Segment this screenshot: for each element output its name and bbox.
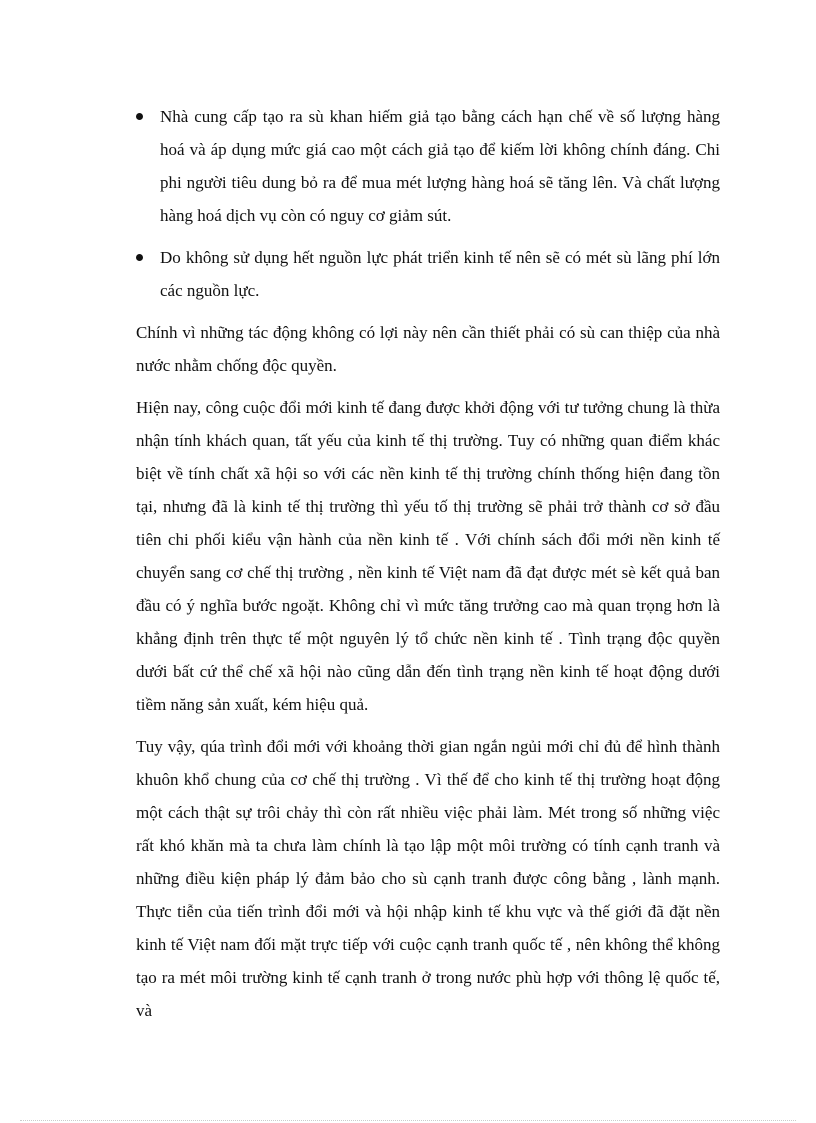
bullet-text: Do không sử dụng hết nguồn lực phát triển kinh tế nên sẽ có mét sù lãng phí lớn các nguồn lực. [160,248,720,300]
bullet-dot-icon [136,254,143,261]
bullet-list [136,100,720,307]
paragraph: Hiện nay, công cuộc đổi mới kinh tế đang được khởi động với tư tưởng chung là thừa nhận tính khách quan, tất yếu của kinh tế thị trường. Tuy có những quan điểm khác biệt về tính chất xã hội so với các nền kinh tế thị trường chính thống hiện đang tồn tại, nhưng đã là kinh tế thị trường thì yếu tố thị trường sẽ phải trở thành cơ sở đầu tiên chi phối kiểu vận hành của nền kinh tế . Với chính sách đổi mới nền kinh tế chuyển sang cơ chế thị trường , nền kinh tế Việt nam đã đạt được mét sè kết quả ban đầu có ý nghĩa bước ngoặt. Không chỉ vì mức tăng trưởng cao mà quan trọng hơn là khẳng định trên thực tế một nguyên lý tổ chức nền kinh tế . Tình trạng độc quyền dưới bất cứ thể chế xã hội nào cũng dẫn đến tình trạng nền kinh tế hoạt động dưới tiềm năng sản xuất, kém hiệu quả. [136,398,720,714]
document-page [136,100,720,1036]
bullet-item [136,241,720,307]
bullet-item [136,100,720,232]
bullet-dot-icon [136,113,143,120]
paragraph: Chính vì những tác động không có lợi này nên cần thiết phải có sù can thiệp của nhà nước nhằm chống độc quyền. [136,323,720,375]
page-bottom-rule [20,1120,796,1121]
bullet-text: Nhà cung cấp tạo ra sù khan hiếm giả tạo bằng cách hạn chế về số lượng hàng hoá và áp dụng mức giá cao một cách giả tạo để kiếm lời không chính đáng. Chi phi người tiêu dung bỏ ra để mua mét lượng hàng hoá sẽ tăng lên. Và chất lượng hàng hoá dịch vụ còn có nguy cơ giảm sút. [160,107,720,225]
paragraph: Tuy vậy, qúa trình đổi mới với khoảng thời gian ngắn ngủi mới chỉ đủ để hình thành khuôn khổ chung của cơ chế thị trường . Vì thế để cho kinh tế thị trường hoạt động một cách thật sự trôi chảy thì còn rất nhiều việc phải làm. Mét trong số những việc rất khó khăn mà ta chưa làm chính là tạo lập một môi trường có tính cạnh tranh và những điều kiện pháp lý đảm bảo cho sù cạnh tranh được công bằng , lành mạnh. Thực tiễn của tiến trình đổi mới và hội nhập kinh tế khu vực và thế giới đã đặt nền kinh tế Việt nam đối mặt trực tiếp với cuộc cạnh tranh quốc tế , nên không thể không tạo ra mét môi trường kinh tế cạnh tranh ở trong nước phù hợp với thông lệ quốc tế, và [136,737,720,1020]
